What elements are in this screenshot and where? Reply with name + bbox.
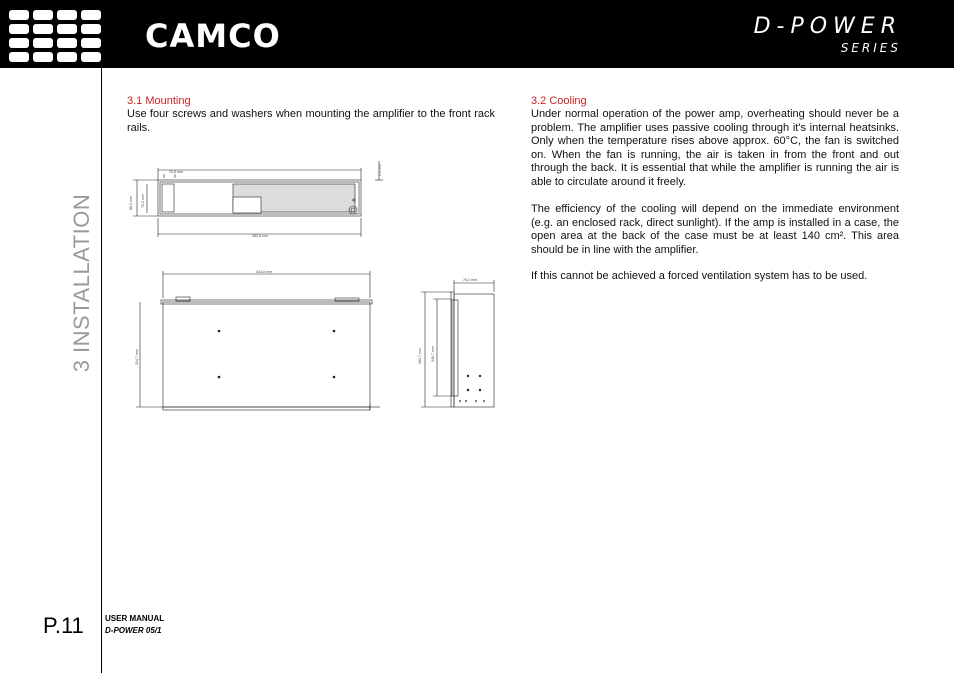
side-dim-width: 76,2 mm [463,278,477,282]
front-dim-left-inner: 76,2 mm [141,194,145,208]
front-view-drawing [125,158,390,246]
series-title: D-POWER [753,14,902,39]
cooling-paragraph-3: If this cannot be achieved a forced ventilation system has to be used. [531,270,868,282]
top-dim-width: 442,8 mm [256,270,272,274]
cooling-paragraph-2: The efficiency of the cooling will depend on the immediate environment (e.g. an enclosed rack, direct sunlight). If the amp is installed in a case, the open area at the back of the case must be at least 140 cm². This area should be in line with the amplifier. [531,203,899,256]
series-subtitle: SERIES [840,41,901,55]
page-number: P.11 [43,613,84,638]
front-dim-bottom: 482,6 mm [252,234,268,238]
side-view-drawing [410,270,505,415]
footer-manual-label: USER MANUAL [105,614,165,623]
side-dim-outer: 363,7 mm [418,348,422,364]
footer-model-label: D-POWER 05/1 [105,626,162,635]
margin-divider [101,68,102,673]
mounting-text: Use four screws and washers when mounting the amplifier to the front rack rails. [127,108,495,134]
top-dim-depth: 334,7 mm [135,349,139,365]
header-bar [0,0,954,68]
cooling-heading: 3.2 Cooling [531,95,587,107]
front-dim-left-outer: 88,1 mm [129,196,133,210]
brand-name: CAMCO [145,17,281,55]
camco-grid-logo-icon [9,10,102,62]
side-dim-inner: 340,7 mm [431,346,435,362]
top-view-drawing [130,265,385,415]
mounting-heading: 3.1 Mounting [127,95,191,107]
section-side-title: 3 INSTALLATION [69,193,94,373]
front-dim-right: 2,5 mm [378,164,382,176]
cooling-paragraph-1: Under normal operation of the power amp, overheating should never be a problem. The amplifier uses passive cooling through it's internal heatsinks. Only when the temperature rises above approx. 60°C, the fan is switched on. When the fan is running, the air is taken in from the front and out through the back. It is essential that while the amplifier is running the air is able to circulate around it freely. [531,108,899,188]
front-dim-top-left: 10,5 mm [169,170,183,174]
